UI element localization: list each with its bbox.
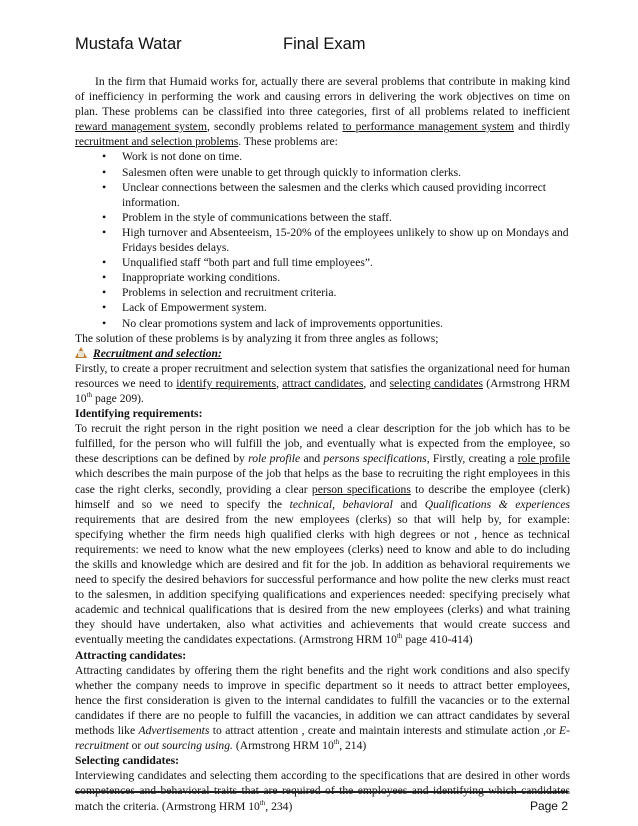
header-title: Final Exam bbox=[283, 35, 366, 53]
recruitment-heading-line bbox=[75, 346, 570, 361]
italic-e-recruitment: E-recruitment bbox=[75, 724, 570, 753]
italic-out-sourcing: out sourcing using. bbox=[144, 739, 233, 753]
italic-persons-specifications: persons specifications bbox=[323, 452, 427, 466]
link-selecting-candidates: selecting candidates bbox=[389, 376, 483, 390]
list-item: • Lack of Empowerment system. bbox=[104, 300, 570, 315]
identifying-text: requirements that are desired from the new employees (clerks) so that will help by, for example: specifying whether the firm needs high qualified clerks with high degrees or not , hence as technical requirements: we need to know what the new employees (clerks) need to know and able to do including the skills and knowledge which are desired and fit for the job. In addition as behavioral requirements we need to specify the desired behaviors for successful performance and how polite the new clerks must react to the salesmen, in addition specifying qualifications and experiences needed: specifying precisely what academic and technical qualifications that is desired from the new employees (clerks) and what training they should have undertaken, also what activities and achievements that would create success and eventually meeting the candidates expectations. (Armstrong HRM 10 bbox=[75, 512, 570, 647]
intro-underline-reward: reward management system bbox=[75, 120, 207, 134]
recruitment-text: , and bbox=[363, 376, 390, 390]
intro-paragraph bbox=[75, 74, 570, 149]
underline-role-profile: role profile bbox=[517, 452, 570, 466]
recruitment-text: , bbox=[276, 376, 283, 390]
recruitment-paragraph bbox=[75, 361, 570, 406]
identifying-text: page 410-414) bbox=[402, 633, 473, 647]
attracting-paragraph bbox=[75, 663, 570, 754]
footer-divider bbox=[75, 791, 568, 793]
intro-text: In the firm that Humaid works for, actually there are several problems that contribute in making kind of inefficiency in performing the work and causing errors in delivering the work objectives on time on plan. These problems can be classified into three categories, first of all problems related to inefficient bbox=[75, 75, 570, 119]
attracting-text: (Armstrong HRM 10 bbox=[232, 739, 334, 753]
recruitment-text: page 209). bbox=[92, 391, 144, 405]
superscript: th bbox=[86, 391, 93, 400]
italic-role-profile: role profile bbox=[248, 452, 301, 466]
attracting-heading: Attracting candidates: bbox=[75, 648, 187, 662]
list-item: • Problem in the style of communications between the staff. bbox=[104, 210, 570, 225]
selecting-text: , 234) bbox=[265, 799, 293, 813]
intro-text: . These problems are: bbox=[238, 135, 338, 149]
intro-underline-recruitment: recruitment and selection problems bbox=[75, 135, 239, 149]
list-item: • Inappropriate working conditions. bbox=[104, 270, 570, 285]
superscript: th bbox=[396, 632, 403, 641]
identifying-paragraph bbox=[75, 421, 570, 647]
recruitment-text: Firstly, to create a proper recruitment and selection system that satisfies the organizational need for human resources we need to bbox=[75, 361, 570, 390]
list-item: • Unqualified staff “both part and full time employees”. bbox=[104, 255, 570, 270]
italic-qualifications: Qualifications & experiences bbox=[424, 497, 570, 511]
list-item: • Salesmen often were unable to get through quickly to information clerks. bbox=[104, 165, 570, 180]
identifying-text: which describes the main purpose of the job that helps as the base to recruiting the right employees in this case the right clerks, secondly, providing a clear bbox=[75, 467, 570, 496]
selecting-heading: Selecting candidates: bbox=[75, 754, 180, 768]
list-item: • Work is not done on time. bbox=[104, 149, 570, 164]
intro-text: , secondly problems related bbox=[206, 120, 343, 134]
list-item: • High turnover and Absenteeism, 15-20% of the employees unlikely to show up on Mondays and Fridays besides delays. bbox=[104, 225, 570, 255]
identifying-text: to describe the employee (clerk) himself and so we need to specify the bbox=[75, 482, 570, 511]
intro-text: and thirdly bbox=[514, 120, 570, 134]
problem-list bbox=[75, 149, 570, 330]
list-item: • Unclear connections between the salesmen and the clerks which caused providing incorrect information. bbox=[104, 180, 570, 210]
identifying-text: To recruit the right person in the right position we need a clear description for the job which has to be fulfilled, for the person who will fulfill the job, and eventually what is expected from the employee, so these descriptions can be defined by bbox=[75, 422, 570, 466]
recruitment-text: (Armstrong HRM 10 bbox=[75, 376, 571, 405]
attracting-text: or bbox=[128, 739, 145, 753]
arrow-bullet-icon bbox=[75, 347, 87, 359]
solution-text: The solution of these problems is by analyzing it from three angles as follows; bbox=[75, 331, 439, 345]
superscript: th bbox=[333, 738, 340, 747]
list-item: • No clear promotions system and lack of improvements opportunities. bbox=[104, 316, 570, 331]
intro-underline-performance: to performance management system bbox=[342, 120, 514, 134]
document-body bbox=[75, 74, 570, 814]
attracting-text: Attracting candidates by offering them the right benefits and the right work conditions and also specify whether the company needs to improve in specific department so it needs to attract better employees, hence the first consideration is given to the internal candidates to fulfill the vacancies or to the external candidates if there are no people to fulfill the vacancies, in addition we can attract candidates by several methods like bbox=[75, 663, 570, 738]
identifying-text: and bbox=[300, 452, 324, 466]
recruitment-heading: Recruitment and selection: bbox=[93, 346, 222, 360]
underline-person-specifications: person specifications bbox=[311, 482, 411, 496]
link-identify-requirements: identify requirements bbox=[176, 376, 277, 390]
page-number: Page 2 bbox=[529, 799, 568, 813]
attracting-text: , 214) bbox=[339, 739, 367, 753]
list-item: • Problems in selection and recruitment criteria. bbox=[104, 285, 570, 300]
identifying-heading: Identifying requirements: bbox=[75, 407, 203, 421]
italic-technical-behavioral: technical, behavioral bbox=[289, 497, 393, 511]
link-attract-candidates: attract candidates bbox=[282, 376, 364, 390]
attracting-text: to attract attention , create and maintain interests and stimulate action ,or bbox=[209, 724, 560, 738]
italic-advertisements: Advertisements bbox=[138, 724, 210, 738]
selecting-text: Interviewing candidates and selecting them according to the specifications that are desired in other words competences and behavioral traits that are required of the employees and identifying which candidates match the criteria. (Armstrong HRM 10 bbox=[75, 769, 570, 813]
header-author: Mustafa Watar bbox=[75, 35, 182, 53]
identifying-text: and bbox=[392, 497, 425, 511]
superscript: th bbox=[259, 798, 266, 807]
identifying-text: , Firstly, creating a bbox=[426, 452, 518, 466]
